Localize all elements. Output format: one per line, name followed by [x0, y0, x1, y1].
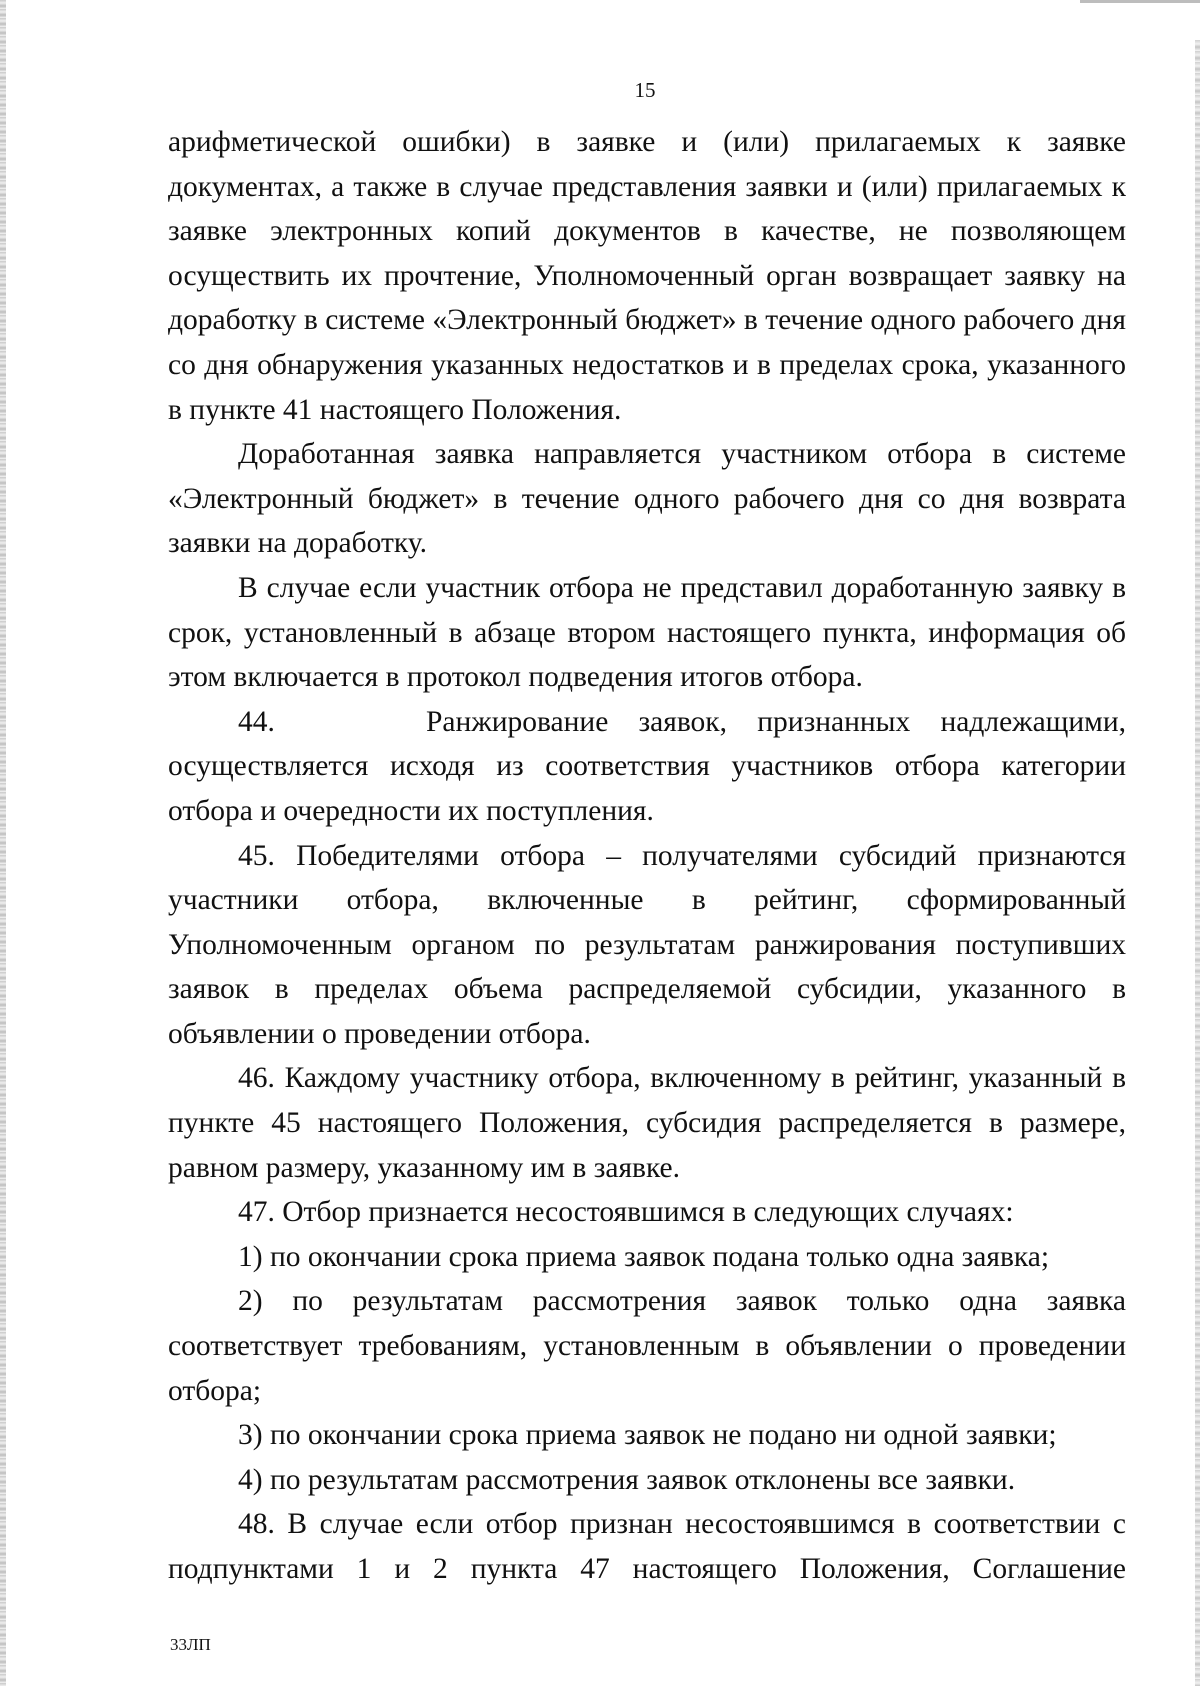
subitem-47-1: 1) по окончании срока приема заявок подана только одна заявка; [238, 1240, 1050, 1273]
scan-edge-top [1080, 0, 1200, 3]
paragraph-item-45: 45. Победителями отбора – получателями субсидий признаются участники отбора, включенные в рейтинг, сформированный Уполномоченным органом по результатам ранжирования поступивших заявок в пределах объема распределяемой субсидии, указанного в объявлении о проведении отбора. [168, 839, 1126, 1050]
paragraph-item-46: 46. Каждому участнику отбора, включенному в рейтинг, указанный в пункте 45 настоящего Положения, субсидия распределяется в размере, равном размеру, указанному им в заявке. [168, 1062, 1126, 1184]
scan-edge-left [0, 0, 6, 1686]
subitem-47-2: 2) по результатам рассмотрения заявок только одна заявка соответствует требованиям, установленным в объявлении о проведении отбора; [168, 1285, 1126, 1407]
paragraph-not-submitted: В случае если участник отбора не представил доработанную заявку в срок, установленный в абзаце втором настоящего пункта, информация об этом включается в протокол подведения итогов отбора. [168, 571, 1126, 694]
paragraph-revised-application: Доработанная заявка направляется участником отбора в системе «Электронный бюджет» в течение одного рабочего дня со дня возврата заявки на доработку. [168, 438, 1126, 560]
paragraph-item-44: 44. Ранжирование заявок, признанных надлежащими, осуществляется исходя из соответствия участников отбора категории отбора и очередности их поступления. [168, 705, 1126, 827]
footer-code: 33ЛП [170, 1635, 211, 1654]
subitem-47-4: 4) по результатам рассмотрения заявок отклонены все заявки. [238, 1463, 1016, 1496]
paragraph-continuation: арифметической ошибки) в заявке и (или) прилагаемых к заявке документах, а также в случае представления заявки и (или) прилагаемых к заявке электронных копий документов в качестве, не позволяющем осуществить их прочтение, Уполномоченный орган возвращает заявку на доработку в системе «Электронный бюджет» в течение одного рабочего дня со дня обнаружения указанных недостатков и в пределах срока, указанного в пункте 41 настоящего Положения. [168, 126, 1126, 426]
subitem-47-3: 3) по окончании срока приема заявок не подано ни одной заявки; [238, 1419, 1057, 1452]
paragraph-item-47: 47. Отбор признается несостоявшимся в следующих случаях: [238, 1196, 1014, 1229]
document-body [168, 120, 1126, 1592]
paragraph-item-48: 48. В случае если отбор признан несостоявшимся в соответствии с подпунктами 1 и 2 пункта 47 настоящего Положения, Соглашение [168, 1508, 1126, 1585]
page-number: 15 [634, 78, 656, 102]
scan-edge-right [1195, 40, 1200, 1686]
